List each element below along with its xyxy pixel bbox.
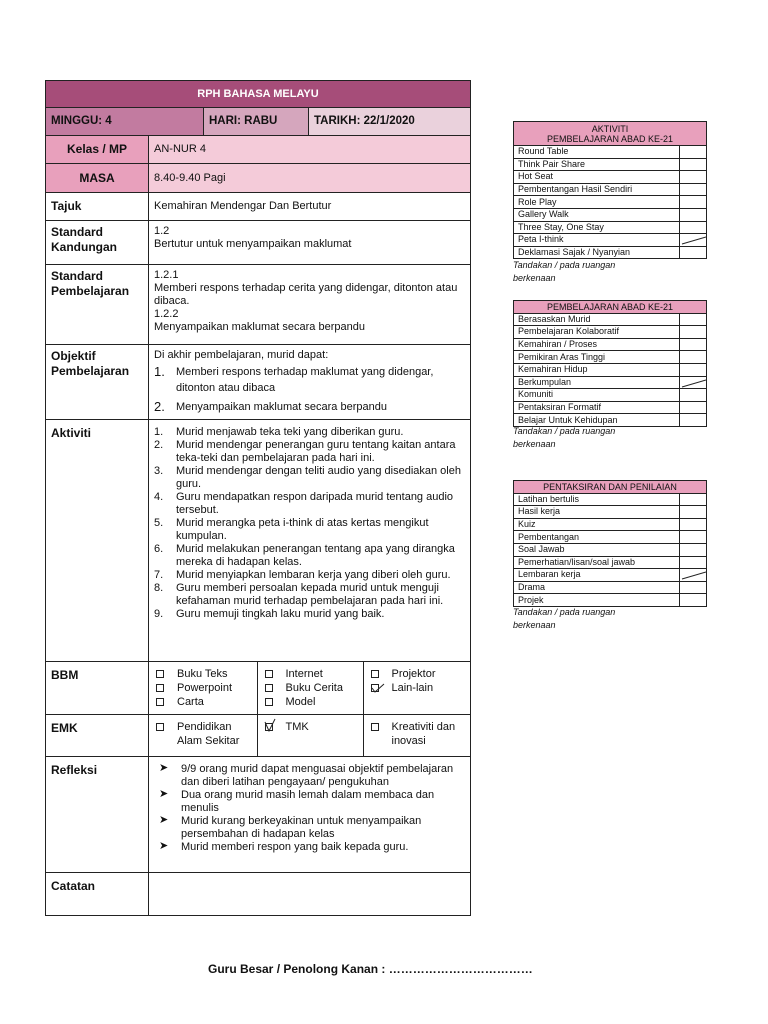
sp-label-line1: Standard bbox=[51, 269, 104, 283]
bbm-option-internet[interactable]: Internet bbox=[264, 667, 357, 681]
emk-option-tmk[interactable]: TMK bbox=[264, 720, 357, 734]
aktiviti-value bbox=[149, 420, 471, 662]
checklist-item-label: Komuniti bbox=[514, 389, 680, 402]
checklist-tick-box[interactable] bbox=[680, 363, 707, 376]
checklist-row bbox=[514, 556, 707, 569]
checklist-tick-box[interactable] bbox=[680, 208, 707, 221]
checklist-item-label: Role Play bbox=[514, 196, 680, 209]
bbm-option-buku-teks[interactable]: Buku Teks bbox=[155, 667, 251, 681]
checklist-row bbox=[514, 183, 707, 196]
checklist-tick-box[interactable] bbox=[680, 338, 707, 351]
bbm-label: BBM bbox=[46, 662, 149, 715]
checkbox-icon[interactable] bbox=[156, 698, 164, 706]
sk-text: Bertutur untuk menyampaikan maklumat bbox=[154, 238, 352, 250]
obj-intro: Di akhir pembelajaran, murid dapat: bbox=[154, 349, 329, 361]
checklist-item-label: Gallery Walk bbox=[514, 208, 680, 221]
arrow-bullet-icon: ➤ bbox=[159, 840, 169, 852]
checklist-row bbox=[514, 518, 707, 531]
refleksi-item: ➤ Murid memberi respon yang baik kepada guru. bbox=[159, 840, 409, 853]
tajuk-value: Kemahiran Mendengar Dan Bertutur bbox=[149, 193, 471, 221]
checkbox-icon[interactable] bbox=[265, 670, 273, 678]
checklist-item-label: Pembentangan Hasil Sendiri bbox=[514, 183, 680, 196]
catatan-label: Catatan bbox=[46, 873, 149, 916]
checklist-tick-box[interactable] bbox=[680, 506, 707, 519]
checklist-row bbox=[514, 506, 707, 519]
checklist-tick-box[interactable] bbox=[680, 569, 707, 582]
checklist-item-label: Kemahiran Hidup bbox=[514, 363, 680, 376]
kelas-label: Kelas / MP bbox=[46, 136, 149, 164]
aktiviti-item: 5. Murid merangka peta i-think di atas kertas mengikut kumpulan. bbox=[154, 517, 429, 542]
bbm-option-model[interactable]: Model bbox=[264, 695, 357, 709]
checklist-row bbox=[514, 581, 707, 594]
objective-item: 2. Menyampaikan maklumat secara berpandu bbox=[154, 399, 387, 414]
checklist-tick-box[interactable] bbox=[680, 401, 707, 414]
pembelajaran-abad-title: PEMBELAJARAN ABAD KE-21 bbox=[514, 301, 707, 314]
sp-label-line2: Pembelajaran bbox=[51, 284, 130, 298]
objektif-label bbox=[46, 345, 149, 420]
tick-mark-icon bbox=[681, 234, 706, 246]
checklist-row bbox=[514, 569, 707, 582]
obj-label-line2: Pembelajaran bbox=[51, 364, 130, 378]
aktiviti-item: 4. Guru mendapatkan respon daripada murid tentang audio tersebut. bbox=[154, 491, 454, 516]
refleksi-item: ➤ Dua orang murid masih lemah dalam membaca dan menulis bbox=[159, 788, 435, 814]
standard-pembelajaran-value bbox=[149, 265, 471, 345]
checklist-row bbox=[514, 171, 707, 184]
refleksi-item: ➤ Murid kurang berkeyakinan untuk menyampaikan persembahan di hadapan kelas bbox=[159, 814, 422, 840]
tick-mark-icon bbox=[263, 718, 279, 734]
checklist-tick-box[interactable] bbox=[680, 594, 707, 607]
checklist-row bbox=[514, 376, 707, 389]
checklist-row bbox=[514, 146, 707, 159]
checklist-item-label: Berasaskan Murid bbox=[514, 313, 680, 326]
checklist-row bbox=[514, 351, 707, 364]
arrow-bullet-icon: ➤ bbox=[159, 762, 169, 774]
checkbox-icon[interactable] bbox=[156, 670, 164, 678]
aktiviti-item: 6. Murid melakukan penerangan tentang apa yang dirangka mereka di hadapan kelas. bbox=[154, 543, 455, 568]
catatan-value[interactable] bbox=[149, 873, 471, 916]
checklist-item-label: Projek bbox=[514, 594, 680, 607]
aktiviti-abad-note: Tandakan / pada ruangan berkenaan bbox=[513, 260, 616, 283]
checklist-item-label: Deklamasi Sajak / Nyanyian bbox=[514, 246, 680, 259]
kelas-value: AN-NUR 4 bbox=[149, 136, 471, 164]
checkbox-icon[interactable] bbox=[371, 670, 379, 678]
sk-code: 1.2 bbox=[154, 225, 170, 237]
checklist-row bbox=[514, 196, 707, 209]
checklist-row bbox=[514, 531, 707, 544]
bbm-option-buku-cerita[interactable]: Buku Cerita bbox=[264, 681, 357, 695]
checkbox-icon[interactable] bbox=[156, 684, 164, 692]
checklist-tick-box[interactable] bbox=[680, 234, 707, 247]
sp-code-1: 1.2.1 bbox=[154, 269, 179, 281]
checklist-row bbox=[514, 543, 707, 556]
checklist-item-label: Hasil kerja bbox=[514, 506, 680, 519]
sp-text-1: Memberi respons terhadap cerita yang didengar, ditonton atau dibaca. bbox=[154, 282, 458, 307]
checklist-item-label: Hot Seat bbox=[514, 171, 680, 184]
checklist-row bbox=[514, 363, 707, 376]
tarikh-cell: TARIKH: 22/1/2020 bbox=[309, 108, 471, 136]
checklist-tick-box[interactable] bbox=[680, 531, 707, 544]
sp-text-2: Menyampaikan maklumat secara berpandu bbox=[154, 321, 365, 333]
aktiviti-item: 9. Guru memuji tingkah laku murid yang baik. bbox=[154, 608, 385, 620]
standard-pembelajaran-label bbox=[46, 265, 149, 345]
checklist-item-label: Kemahiran / Proses bbox=[514, 338, 680, 351]
pembelajaran-abad-note: Tandakan / pada ruangan berkenaan bbox=[513, 426, 616, 449]
checklist-item-label: Soal Jawab bbox=[514, 543, 680, 556]
checklist-row bbox=[514, 234, 707, 247]
checklist-item-label: Kuiz bbox=[514, 518, 680, 531]
checklist-item-label: Round Table bbox=[514, 146, 680, 159]
checklist-tick-box[interactable] bbox=[680, 171, 707, 184]
aktiviti-item: 2. Murid mendengar penerangan guru tentang kaitan antara teka-teki dan pembelajaran pada hari ini. bbox=[154, 439, 456, 464]
checklist-tick-box[interactable] bbox=[680, 146, 707, 159]
objektif-value bbox=[149, 345, 471, 420]
checklist-tick-box[interactable] bbox=[680, 326, 707, 339]
standard-kandungan-value bbox=[149, 221, 471, 265]
checklist-item-label: Pentaksiran Formatif bbox=[514, 401, 680, 414]
aktiviti-item: 7. Murid menyiapkan lembaran kerja yang diberi oleh guru. bbox=[154, 569, 451, 581]
checklist-row bbox=[514, 158, 707, 171]
checklist-row bbox=[514, 326, 707, 339]
masa-label: MASA bbox=[46, 164, 149, 193]
guru-besar-signature-line: Guru Besar / Penolong Kanan : ……………………………… bbox=[208, 962, 533, 976]
bbm-option-carta[interactable]: Carta bbox=[155, 695, 251, 709]
refleksi-label: Refleksi bbox=[46, 757, 149, 873]
aktiviti-abad-table bbox=[513, 121, 707, 259]
emk-label: EMK bbox=[46, 715, 149, 757]
checklist-row bbox=[514, 221, 707, 234]
checklist-item-label: Pembentangan bbox=[514, 531, 680, 544]
checklist-tick-box[interactable] bbox=[680, 313, 707, 326]
tick-mark-icon bbox=[681, 377, 706, 389]
checklist-item-label: Pemerhatian/lisan/soal jawab bbox=[514, 556, 680, 569]
checklist-tick-box[interactable] bbox=[680, 493, 707, 506]
checklist-tick-box[interactable] bbox=[680, 556, 707, 569]
pentaksiran-table bbox=[513, 480, 707, 607]
checklist-item-label: Pemikiran Aras Tinggi bbox=[514, 351, 680, 364]
bbm-option-powerpoint[interactable]: Powerpoint bbox=[155, 681, 251, 695]
pentaksiran-title: PENTAKSIRAN DAN PENILAIAN bbox=[514, 481, 707, 494]
emk-option-kreativiti[interactable]: Kreativiti dan inovasi bbox=[370, 720, 465, 748]
checklist-tick-box[interactable] bbox=[680, 414, 707, 427]
arrow-bullet-icon: ➤ bbox=[159, 814, 169, 826]
minggu-cell: MINGGU: 4 bbox=[46, 108, 204, 136]
checklist-row bbox=[514, 208, 707, 221]
checklist-row bbox=[514, 313, 707, 326]
masa-value: 8.40-9.40 Pagi bbox=[149, 164, 471, 193]
pentaksiran-note: Tandakan / pada ruangan berkenaan bbox=[513, 607, 616, 630]
checkbox-icon[interactable] bbox=[265, 698, 273, 706]
checklist-tick-box[interactable] bbox=[680, 221, 707, 234]
refleksi-item: ➤ 9/9 orang murid dapat menguasai objektif pembelajaran dan diberi latihan pengayaan/ pengukuhan bbox=[159, 762, 454, 788]
sp-code-2: 1.2.2 bbox=[154, 308, 179, 320]
checklist-item-label: Berkumpulan bbox=[514, 376, 680, 389]
rph-table bbox=[45, 80, 471, 916]
checklist-row bbox=[514, 246, 707, 259]
checklist-item-label: Think Pair Share bbox=[514, 158, 680, 171]
rph-title: RPH BAHASA MELAYU bbox=[46, 81, 471, 108]
checklist-item-label: Three Stay, One Stay bbox=[514, 221, 680, 234]
bbm-option-lain-lain[interactable]: Lain-lain bbox=[370, 681, 465, 695]
obj-label-line1: Objektif bbox=[51, 349, 96, 363]
emk-options bbox=[149, 715, 471, 757]
checklist-item-label: Pembelajaran Kolaboratif bbox=[514, 326, 680, 339]
checklist-tick-box[interactable] bbox=[680, 351, 707, 364]
aktiviti-item: 3. Murid mendengar dengan teliti audio yang disediakan oleh guru. bbox=[154, 465, 461, 490]
pembelajaran-abad-table bbox=[513, 300, 707, 427]
hari-cell: HARI: RABU bbox=[204, 108, 309, 136]
aktiviti-item: 1. Murid menjawab teka teki yang diberikan guru. bbox=[154, 426, 404, 438]
checklist-item-label: Drama bbox=[514, 581, 680, 594]
checklist-tick-box[interactable] bbox=[680, 376, 707, 389]
emk-option-alam-sekitar[interactable]: Pendidikan Alam Sekitar bbox=[155, 720, 251, 748]
checklist-item-label: Latihan bertulis bbox=[514, 493, 680, 506]
aktiviti-item: 8. Guru memberi persoalan kepada murid untuk menguji kefahaman murid terhadap pembelajaran pada hari ini. bbox=[154, 582, 444, 607]
checklist-row bbox=[514, 338, 707, 351]
aktiviti-label: Aktiviti bbox=[46, 420, 149, 662]
bbm-options bbox=[149, 662, 471, 715]
objective-item: 1. Memberi respons terhadap maklumat yang didengar, ditonton atau dibaca bbox=[154, 364, 434, 394]
checklist-tick-box[interactable] bbox=[680, 389, 707, 402]
checklist-tick-box[interactable] bbox=[680, 581, 707, 594]
tick-mark-icon bbox=[369, 679, 385, 695]
checklist-row bbox=[514, 493, 707, 506]
tajuk-label: Tajuk bbox=[46, 193, 149, 221]
checklist-row bbox=[514, 389, 707, 402]
checkbox-icon[interactable] bbox=[371, 723, 379, 731]
bbm-option-projektor[interactable]: Projektor bbox=[370, 667, 465, 681]
tick-mark-icon bbox=[681, 569, 706, 581]
checklist-tick-box[interactable] bbox=[680, 158, 707, 171]
sk-label-line1: Standard bbox=[51, 225, 104, 239]
checklist-tick-box[interactable] bbox=[680, 518, 707, 531]
checklist-tick-box[interactable] bbox=[680, 246, 707, 259]
checklist-row bbox=[514, 401, 707, 414]
checklist-item-label: Lembaran kerja bbox=[514, 569, 680, 582]
checkbox-icon[interactable] bbox=[156, 723, 164, 731]
checklist-item-label: Peta I-think bbox=[514, 234, 680, 247]
sk-label-line2: Kandungan bbox=[51, 240, 117, 254]
checklist-tick-box[interactable] bbox=[680, 543, 707, 556]
standard-kandungan-label bbox=[46, 221, 149, 265]
aktiviti-abad-title: AKTIVITI PEMBELAJARAN ABAD KE-21 bbox=[514, 122, 707, 146]
checkbox-icon[interactable] bbox=[265, 684, 273, 692]
arrow-bullet-icon: ➤ bbox=[159, 788, 169, 800]
checklist-item-label: Belajar Untuk Kehidupan bbox=[514, 414, 680, 427]
checklist-tick-box[interactable] bbox=[680, 183, 707, 196]
checklist-row bbox=[514, 594, 707, 607]
refleksi-value bbox=[149, 757, 471, 873]
checklist-tick-box[interactable] bbox=[680, 196, 707, 209]
